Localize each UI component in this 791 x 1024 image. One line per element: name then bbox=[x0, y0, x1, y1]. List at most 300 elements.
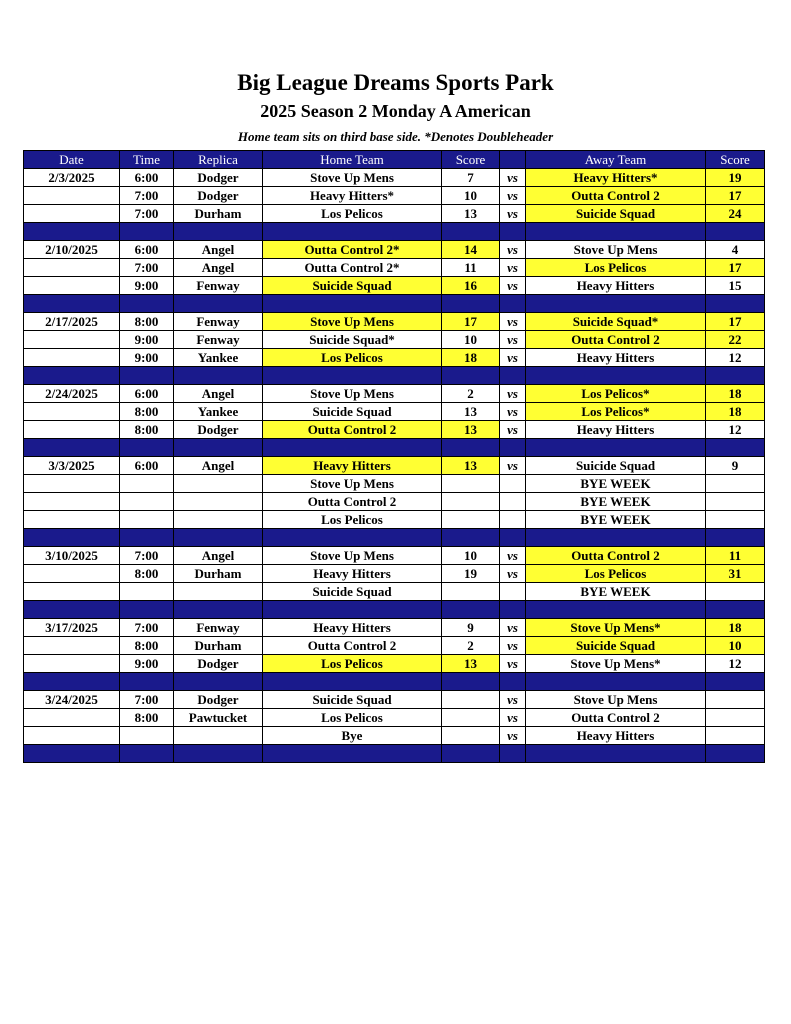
vs-cell: vs bbox=[500, 619, 526, 637]
separator-cell bbox=[442, 223, 500, 241]
separator-cell bbox=[120, 223, 174, 241]
schedule-table bbox=[23, 150, 765, 763]
date-cell bbox=[24, 475, 120, 493]
separator-cell bbox=[526, 745, 706, 763]
replica-cell: Fenway bbox=[174, 619, 263, 637]
game-row bbox=[24, 421, 765, 439]
away-score-cell bbox=[706, 511, 765, 529]
schedule-body bbox=[24, 151, 765, 763]
time-cell: 8:00 bbox=[120, 637, 174, 655]
game-row bbox=[24, 511, 765, 529]
vs-cell: vs bbox=[500, 259, 526, 277]
game-row bbox=[24, 187, 765, 205]
away-team-cell: Outta Control 2 bbox=[526, 547, 706, 565]
replica-cell: Dodger bbox=[174, 655, 263, 673]
home-score-cell: 13 bbox=[442, 457, 500, 475]
date-cell bbox=[24, 493, 120, 511]
home-team-cell: Heavy Hitters bbox=[263, 619, 442, 637]
separator-cell bbox=[263, 439, 442, 457]
separator-cell bbox=[174, 223, 263, 241]
away-team-cell: Los Pelicos bbox=[526, 259, 706, 277]
away-score-cell bbox=[706, 583, 765, 601]
time-cell bbox=[120, 727, 174, 745]
vs-cell: vs bbox=[500, 547, 526, 565]
replica-cell bbox=[174, 511, 263, 529]
date-cell bbox=[24, 187, 120, 205]
separator-cell bbox=[263, 745, 442, 763]
home-team-cell: Suicide Squad bbox=[263, 403, 442, 421]
separator-cell bbox=[500, 745, 526, 763]
separator-cell bbox=[174, 673, 263, 691]
separator-cell bbox=[706, 745, 765, 763]
time-cell: 8:00 bbox=[120, 565, 174, 583]
game-row bbox=[24, 241, 765, 259]
separator-cell bbox=[24, 601, 120, 619]
date-cell bbox=[24, 709, 120, 727]
separator-cell bbox=[706, 601, 765, 619]
vs-cell: vs bbox=[500, 421, 526, 439]
home-score-cell: 9 bbox=[442, 619, 500, 637]
home-score-cell: 13 bbox=[442, 421, 500, 439]
separator-cell bbox=[706, 367, 765, 385]
separator-cell bbox=[120, 745, 174, 763]
separator-cell bbox=[500, 601, 526, 619]
away-score-cell: 10 bbox=[706, 637, 765, 655]
game-row bbox=[24, 547, 765, 565]
vs-cell: vs bbox=[500, 727, 526, 745]
replica-cell: Fenway bbox=[174, 277, 263, 295]
replica-cell bbox=[174, 475, 263, 493]
date-cell: 3/10/2025 bbox=[24, 547, 120, 565]
away-team-cell: Stove Up Mens* bbox=[526, 655, 706, 673]
game-row bbox=[24, 313, 765, 331]
replica-cell: Yankee bbox=[174, 349, 263, 367]
separator-cell bbox=[24, 529, 120, 547]
time-cell: 8:00 bbox=[120, 313, 174, 331]
home-team-cell: Bye bbox=[263, 727, 442, 745]
replica-cell: Pawtucket bbox=[174, 709, 263, 727]
date-cell: 3/17/2025 bbox=[24, 619, 120, 637]
away-team-cell: Heavy Hitters bbox=[526, 727, 706, 745]
date-cell: 2/24/2025 bbox=[24, 385, 120, 403]
separator-cell bbox=[442, 439, 500, 457]
date-cell bbox=[24, 583, 120, 601]
away-team-cell: Outta Control 2 bbox=[526, 187, 706, 205]
date-cell bbox=[24, 331, 120, 349]
separator-cell bbox=[706, 673, 765, 691]
time-cell: 7:00 bbox=[120, 259, 174, 277]
separator-cell bbox=[120, 529, 174, 547]
away-team-cell: BYE WEEK bbox=[526, 583, 706, 601]
time-cell bbox=[120, 493, 174, 511]
time-cell bbox=[120, 511, 174, 529]
game-row bbox=[24, 349, 765, 367]
home-score-cell bbox=[442, 475, 500, 493]
replica-cell bbox=[174, 493, 263, 511]
game-row bbox=[24, 169, 765, 187]
away-team-cell: BYE WEEK bbox=[526, 475, 706, 493]
game-row bbox=[24, 619, 765, 637]
separator-cell bbox=[442, 367, 500, 385]
separator-cell bbox=[500, 673, 526, 691]
date-cell bbox=[24, 259, 120, 277]
vs-cell: vs bbox=[500, 277, 526, 295]
game-row bbox=[24, 583, 765, 601]
vs-cell bbox=[500, 511, 526, 529]
time-cell: 6:00 bbox=[120, 169, 174, 187]
home-team-cell: Los Pelicos bbox=[263, 205, 442, 223]
away-score-cell: 17 bbox=[706, 187, 765, 205]
time-cell: 7:00 bbox=[120, 691, 174, 709]
separator-cell bbox=[24, 295, 120, 313]
home-team-cell: Outta Control 2* bbox=[263, 259, 442, 277]
separator-cell bbox=[174, 367, 263, 385]
away-team-cell: Suicide Squad bbox=[526, 637, 706, 655]
home-score-cell: 10 bbox=[442, 187, 500, 205]
replica-cell: Angel bbox=[174, 385, 263, 403]
separator-cell bbox=[120, 295, 174, 313]
separator-cell bbox=[500, 529, 526, 547]
away-team-cell: Heavy Hitters bbox=[526, 421, 706, 439]
home-team-cell: Suicide Squad bbox=[263, 277, 442, 295]
replica-cell: Dodger bbox=[174, 169, 263, 187]
replica-cell: Fenway bbox=[174, 313, 263, 331]
home-team-cell: Los Pelicos bbox=[263, 511, 442, 529]
home-score-cell: 14 bbox=[442, 241, 500, 259]
separator-cell bbox=[120, 367, 174, 385]
vs-cell: vs bbox=[500, 457, 526, 475]
away-score-cell bbox=[706, 475, 765, 493]
vs-cell: vs bbox=[500, 241, 526, 259]
away-team-cell: Suicide Squad bbox=[526, 457, 706, 475]
header-row bbox=[24, 151, 765, 169]
separator-cell bbox=[442, 601, 500, 619]
separator-cell bbox=[526, 673, 706, 691]
time-cell: 8:00 bbox=[120, 709, 174, 727]
replica-cell bbox=[174, 583, 263, 601]
time-cell: 6:00 bbox=[120, 385, 174, 403]
game-row bbox=[24, 277, 765, 295]
home-score-cell: 2 bbox=[442, 385, 500, 403]
home-team-cell: Los Pelicos bbox=[263, 655, 442, 673]
time-cell bbox=[120, 475, 174, 493]
vs-cell: vs bbox=[500, 349, 526, 367]
game-row bbox=[24, 331, 765, 349]
away-score-cell: 18 bbox=[706, 385, 765, 403]
away-team-cell: Suicide Squad* bbox=[526, 313, 706, 331]
home-score-cell: 18 bbox=[442, 349, 500, 367]
home-score-cell bbox=[442, 493, 500, 511]
date-cell bbox=[24, 727, 120, 745]
replica-cell: Durham bbox=[174, 565, 263, 583]
home-score-cell: 10 bbox=[442, 547, 500, 565]
away-team-cell: BYE WEEK bbox=[526, 493, 706, 511]
home-team-cell: Stove Up Mens bbox=[263, 313, 442, 331]
time-cell: 7:00 bbox=[120, 187, 174, 205]
vs-cell: vs bbox=[500, 691, 526, 709]
separator-cell bbox=[174, 295, 263, 313]
time-cell: 6:00 bbox=[120, 241, 174, 259]
away-team-cell: Stove Up Mens bbox=[526, 241, 706, 259]
away-team-cell: BYE WEEK bbox=[526, 511, 706, 529]
home-score-cell bbox=[442, 583, 500, 601]
away-team-cell: Los Pelicos bbox=[526, 565, 706, 583]
time-cell: 8:00 bbox=[120, 421, 174, 439]
week-separator bbox=[24, 745, 765, 763]
separator-cell bbox=[500, 367, 526, 385]
week-separator bbox=[24, 439, 765, 457]
away-team-cell: Los Pelicos* bbox=[526, 403, 706, 421]
date-cell: 2/10/2025 bbox=[24, 241, 120, 259]
home-team-cell: Los Pelicos bbox=[263, 349, 442, 367]
week-separator bbox=[24, 673, 765, 691]
separator-cell bbox=[442, 745, 500, 763]
away-team-cell: Heavy Hitters bbox=[526, 349, 706, 367]
vs-cell: vs bbox=[500, 709, 526, 727]
separator-cell bbox=[500, 439, 526, 457]
date-cell: 2/17/2025 bbox=[24, 313, 120, 331]
date-cell bbox=[24, 655, 120, 673]
time-cell bbox=[120, 583, 174, 601]
home-team-cell: Outta Control 2 bbox=[263, 493, 442, 511]
game-row bbox=[24, 403, 765, 421]
replica-cell: Fenway bbox=[174, 331, 263, 349]
date-cell bbox=[24, 421, 120, 439]
home-score-cell: 13 bbox=[442, 403, 500, 421]
separator-cell bbox=[706, 529, 765, 547]
vs-cell: vs bbox=[500, 331, 526, 349]
replica-cell bbox=[174, 727, 263, 745]
away-score-cell: 31 bbox=[706, 565, 765, 583]
time-cell: 7:00 bbox=[120, 205, 174, 223]
separator-cell bbox=[174, 529, 263, 547]
game-row bbox=[24, 655, 765, 673]
home-score-cell: 13 bbox=[442, 655, 500, 673]
away-team-cell: Stove Up Mens* bbox=[526, 619, 706, 637]
time-cell: 9:00 bbox=[120, 349, 174, 367]
header-away-score: Score bbox=[706, 151, 765, 169]
time-cell: 9:00 bbox=[120, 277, 174, 295]
away-score-cell: 12 bbox=[706, 349, 765, 367]
home-score-cell bbox=[442, 727, 500, 745]
home-score-cell: 16 bbox=[442, 277, 500, 295]
header-home-score: Score bbox=[442, 151, 500, 169]
date-cell bbox=[24, 565, 120, 583]
header-date: Date bbox=[24, 151, 120, 169]
away-score-cell: 12 bbox=[706, 655, 765, 673]
away-score-cell: 18 bbox=[706, 403, 765, 421]
vs-cell: vs bbox=[500, 205, 526, 223]
separator-cell bbox=[442, 295, 500, 313]
game-row bbox=[24, 259, 765, 277]
replica-cell: Angel bbox=[174, 241, 263, 259]
vs-cell: vs bbox=[500, 187, 526, 205]
game-row bbox=[24, 637, 765, 655]
home-team-cell: Suicide Squad* bbox=[263, 331, 442, 349]
separator-cell bbox=[120, 673, 174, 691]
separator-cell bbox=[526, 439, 706, 457]
page-title: Big League Dreams Sports Park bbox=[237, 70, 554, 95]
away-score-cell bbox=[706, 727, 765, 745]
time-cell: 7:00 bbox=[120, 619, 174, 637]
time-cell: 6:00 bbox=[120, 457, 174, 475]
game-row bbox=[24, 493, 765, 511]
home-team-cell: Stove Up Mens bbox=[263, 547, 442, 565]
home-score-cell: 7 bbox=[442, 169, 500, 187]
away-score-cell: 12 bbox=[706, 421, 765, 439]
replica-cell: Dodger bbox=[174, 691, 263, 709]
home-team-cell: Outta Control 2 bbox=[263, 637, 442, 655]
separator-cell bbox=[442, 673, 500, 691]
separator-cell bbox=[706, 223, 765, 241]
away-score-cell: 19 bbox=[706, 169, 765, 187]
header-home-team: Home Team bbox=[263, 151, 442, 169]
vs-cell bbox=[500, 583, 526, 601]
home-team-cell: Heavy Hitters bbox=[263, 565, 442, 583]
vs-cell bbox=[500, 475, 526, 493]
header-time: Time bbox=[120, 151, 174, 169]
separator-cell bbox=[24, 439, 120, 457]
game-row bbox=[24, 205, 765, 223]
away-score-cell: 11 bbox=[706, 547, 765, 565]
home-score-cell: 17 bbox=[442, 313, 500, 331]
vs-cell: vs bbox=[500, 565, 526, 583]
separator-cell bbox=[24, 223, 120, 241]
home-team-cell: Suicide Squad bbox=[263, 583, 442, 601]
week-separator bbox=[24, 367, 765, 385]
separator-cell bbox=[500, 223, 526, 241]
separator-cell bbox=[24, 745, 120, 763]
separator-cell bbox=[24, 367, 120, 385]
home-team-cell: Stove Up Mens bbox=[263, 169, 442, 187]
away-score-cell: 15 bbox=[706, 277, 765, 295]
home-score-cell: 11 bbox=[442, 259, 500, 277]
away-score-cell: 18 bbox=[706, 619, 765, 637]
date-cell bbox=[24, 637, 120, 655]
date-cell bbox=[24, 349, 120, 367]
home-score-cell bbox=[442, 691, 500, 709]
separator-cell bbox=[120, 439, 174, 457]
away-team-cell: Outta Control 2 bbox=[526, 331, 706, 349]
separator-cell bbox=[263, 223, 442, 241]
home-team-cell: Heavy Hitters bbox=[263, 457, 442, 475]
vs-cell: vs bbox=[500, 637, 526, 655]
away-team-cell: Stove Up Mens bbox=[526, 691, 706, 709]
week-separator bbox=[24, 295, 765, 313]
date-cell bbox=[24, 205, 120, 223]
separator-cell bbox=[442, 529, 500, 547]
header-vs bbox=[500, 151, 526, 169]
replica-cell: Angel bbox=[174, 547, 263, 565]
replica-cell: Durham bbox=[174, 205, 263, 223]
away-score-cell: 22 bbox=[706, 331, 765, 349]
game-row bbox=[24, 565, 765, 583]
vs-cell: vs bbox=[500, 385, 526, 403]
away-score-cell: 9 bbox=[706, 457, 765, 475]
separator-cell bbox=[526, 601, 706, 619]
vs-cell bbox=[500, 493, 526, 511]
home-team-cell: Suicide Squad bbox=[263, 691, 442, 709]
time-cell: 8:00 bbox=[120, 403, 174, 421]
away-team-cell: Heavy Hitters bbox=[526, 277, 706, 295]
date-cell bbox=[24, 403, 120, 421]
date-cell: 3/3/2025 bbox=[24, 457, 120, 475]
week-separator bbox=[24, 601, 765, 619]
date-cell bbox=[24, 277, 120, 295]
separator-cell bbox=[526, 367, 706, 385]
time-cell: 9:00 bbox=[120, 331, 174, 349]
home-team-cell: Outta Control 2* bbox=[263, 241, 442, 259]
away-score-cell: 17 bbox=[706, 259, 765, 277]
schedule-note: Home team sits on third base side. *Denotes Doubleheader bbox=[237, 129, 554, 144]
separator-cell bbox=[526, 223, 706, 241]
time-cell: 7:00 bbox=[120, 547, 174, 565]
away-team-cell: Suicide Squad bbox=[526, 205, 706, 223]
separator-cell bbox=[706, 439, 765, 457]
away-team-cell: Los Pelicos* bbox=[526, 385, 706, 403]
home-team-cell: Stove Up Mens bbox=[263, 475, 442, 493]
separator-cell bbox=[120, 601, 174, 619]
away-score-cell: 17 bbox=[706, 313, 765, 331]
game-row bbox=[24, 475, 765, 493]
replica-cell: Angel bbox=[174, 457, 263, 475]
vs-cell: vs bbox=[500, 169, 526, 187]
separator-cell bbox=[526, 529, 706, 547]
replica-cell: Yankee bbox=[174, 403, 263, 421]
date-cell: 3/24/2025 bbox=[24, 691, 120, 709]
away-score-cell bbox=[706, 493, 765, 511]
away-score-cell bbox=[706, 709, 765, 727]
game-row bbox=[24, 385, 765, 403]
separator-cell bbox=[263, 367, 442, 385]
game-row bbox=[24, 691, 765, 709]
home-score-cell: 2 bbox=[442, 637, 500, 655]
game-row bbox=[24, 457, 765, 475]
home-score-cell bbox=[442, 511, 500, 529]
separator-cell bbox=[263, 529, 442, 547]
replica-cell: Angel bbox=[174, 259, 263, 277]
week-separator bbox=[24, 223, 765, 241]
header-replica: Replica bbox=[174, 151, 263, 169]
replica-cell: Dodger bbox=[174, 187, 263, 205]
separator-cell bbox=[174, 439, 263, 457]
away-score-cell: 24 bbox=[706, 205, 765, 223]
away-score-cell bbox=[706, 691, 765, 709]
separator-cell bbox=[500, 295, 526, 313]
replica-cell: Durham bbox=[174, 637, 263, 655]
game-row bbox=[24, 709, 765, 727]
home-team-cell: Heavy Hitters* bbox=[263, 187, 442, 205]
vs-cell: vs bbox=[500, 655, 526, 673]
vs-cell: vs bbox=[500, 403, 526, 421]
page-subtitle: 2025 Season 2 Monday A American bbox=[260, 101, 531, 121]
away-team-cell: Heavy Hitters* bbox=[526, 169, 706, 187]
game-row bbox=[24, 727, 765, 745]
time-cell: 9:00 bbox=[120, 655, 174, 673]
home-team-cell: Los Pelicos bbox=[263, 709, 442, 727]
away-score-cell: 4 bbox=[706, 241, 765, 259]
replica-cell: Dodger bbox=[174, 421, 263, 439]
separator-cell bbox=[174, 601, 263, 619]
away-team-cell: Outta Control 2 bbox=[526, 709, 706, 727]
separator-cell bbox=[526, 295, 706, 313]
home-team-cell: Stove Up Mens bbox=[263, 385, 442, 403]
home-score-cell: 13 bbox=[442, 205, 500, 223]
separator-cell bbox=[263, 295, 442, 313]
separator-cell bbox=[706, 295, 765, 313]
separator-cell bbox=[174, 745, 263, 763]
home-score-cell bbox=[442, 709, 500, 727]
